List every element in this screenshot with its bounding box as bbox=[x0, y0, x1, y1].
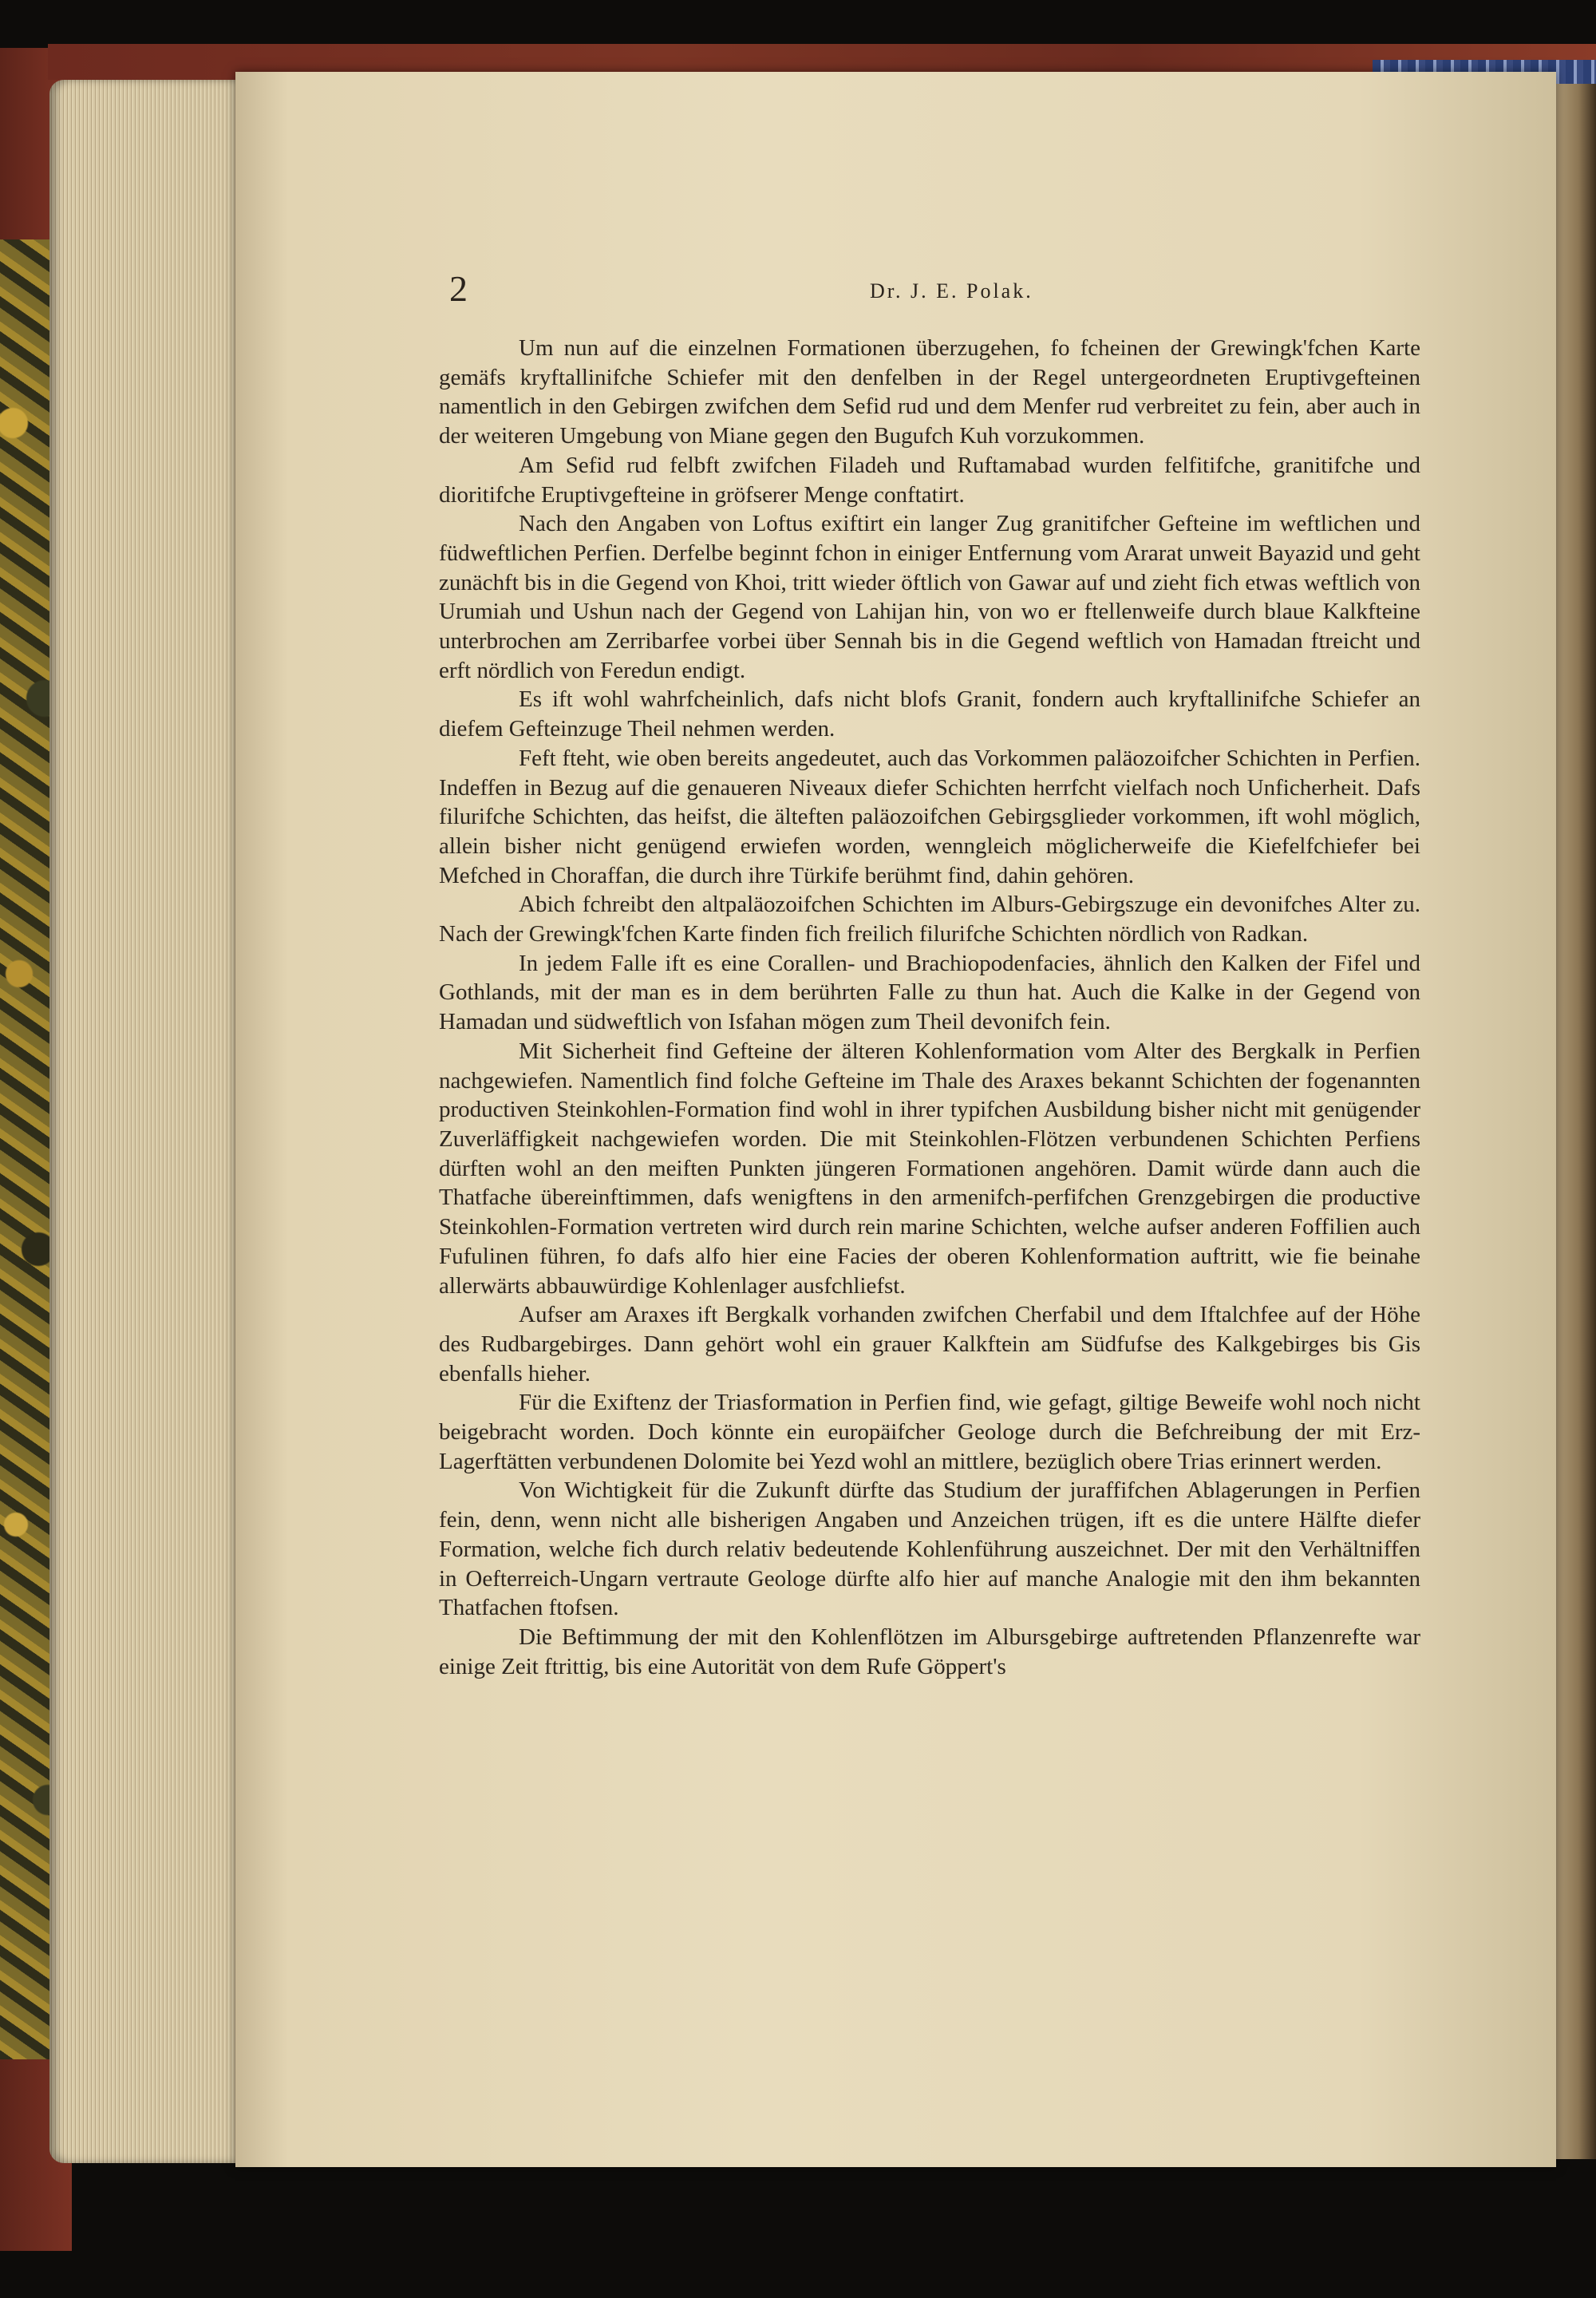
paragraph: Für die Exiftenz der Triasformation in Perfien find, wie gefagt, giltige Beweife wohl noch nicht beigebracht worden. Doch könnte ein europäifcher Geologe durch die Befchreibung der mit Erz-Lagerftätten verbundenen Dolomite bei Yezd wohl an mittlere, bezüglich obere Trias erinnert werden. bbox=[439, 1390, 1420, 1474]
paragraph: Abich fchreibt den altpaläozoifchen Schichten im Alburs-Gebirgszuge ein devonifches Alter zu. Nach der Grewingk'fchen Karte finden fich freilich filurifche Schichten nördlich von Radkan. bbox=[439, 892, 1420, 947]
paragraph: Um nun auf die einzelnen Formationen überzugehen, fo fcheinen der Grewingk'fchen Karte gemäfs kryftallinifche Schiefer mit den denfelben in der Regel untergeordneten Eruptivgefteinen namentlich in den Gebirgen zwifchen dem Sefid rud und dem Menfer rud verbreitet zu fein, aber auch in der weiteren Umgebung von Miane gegen den Bugufch Kuh vorzukommen. bbox=[439, 335, 1420, 449]
paragraph: Von Wichtigkeit für die Zukunft dürfte das Studium der juraffifchen Ablagerungen in Perfien fein, denn, wenn nicht alle bisherigen Angaben und Anzeichen trügen, ift es die untere Hälfte diefer Formation, welche fich durch relativ bedeutende Kohlenführung auszeichnet. Der mit den Verhältniffen in Oefterreich-Ungarn vertraute Geologe dürfte alfo hier auf manche Analogie mit den ihm bekannten Thatfachen ftofsen. bbox=[439, 1477, 1420, 1621]
page-number: 2 bbox=[449, 268, 468, 309]
paragraph: Feft fteht, wie oben bereits angedeutet, auch das Vorkommen paläozoifcher Schichten in Perfien. Indeffen in Bezug auf die genaueren Niveaux diefer Schichten herrfcht vielfach noch Unficherheit. Dafs filurifche Schichten, das heifst, die älteften paläozoifchen Gebirgsglieder vorkommen, ift wohl möglich, allein bisher nicht genügend erwiefen worden, wenngleich möglicherweife die Kiefelfchiefer bei Mefched in Choraffan, die durch ihre Türkife berühmt find, dahin gehören. bbox=[439, 745, 1420, 888]
paragraph: Am Sefid rud felbft zwifchen Filadeh und Ruftamabad wurden felfitifche, granitifche und dioritifche Eruptivgefteine in gröfserer Menge conftatirt. bbox=[439, 452, 1420, 508]
body-text bbox=[439, 334, 1420, 1681]
page-edges bbox=[49, 80, 241, 2163]
paragraph: Die Beftimmung der mit den Kohlenflötzen im Albursgebirge auftretenden Pflanzenrefte war einige Zeit ftrittig, bis eine Autorität von dem Rufe Göppert's bbox=[439, 1624, 1420, 1679]
page-gutter bbox=[1552, 84, 1596, 2159]
paragraph: Aufser am Araxes ift Bergkalk vorhanden zwifchen Cherfabil und dem Iftalchfee auf der Höhe des Rudbargebirges. Dann gehört wohl ein grauer Kalkftein am Südfufse des Kalkgebirges bis Gis ebenfalls hieher. bbox=[439, 1302, 1420, 1386]
paragraph: Mit Sicherheit find Gefteine der älteren Kohlenformation vom Alter des Bergkalk in Perfien nachgewiefen. Namentlich find folche Gefteine im Thale des Araxes bekannt Schichten der fogenannten productiven Steinkohlen-Formation find wohl in ihrer typifchen Ausbildung bisher nicht mit genügender Zuverläffigkeit nachgewiefen worden. Die mit Steinkohlen-Flötzen verbundenen Schichten Perfiens dürften wohl an den meiften Punkten jüngeren Formationen angehören. Damit würde dann auch die Thatfache übereinftimmen, dafs wenigftens in den armenifch-perfifchen Grenzgebirgen die productive Steinkohlen-Formation vertreten wird durch rein marine Schichten, welche aufser anderen Foffilien auch Fufulinen führen, fo dafs alfo hier eine Facies der oberen Kohlenformation auftritt, wie fie beinahe allerwärts abbauwürdige Kohlenlager ausfchliefst. bbox=[439, 1038, 1420, 1299]
paragraph: Nach den Angaben von Loftus exiftirt ein langer Zug granitifcher Gefteine im weftlichen und füdweftlichen Perfien. Derfelbe beginnt fchon in einiger Entfernung vom Ararat unweit Bayazid und geht zunächft bis in die Gegend von Khoi, tritt wieder öftlich von Gawar auf und zieht fich etwas weftlich von Urumiah und Ushun nach der Gegend von Lahijan hin, von wo er ftellenweife durch blaue Kalkfteine unterbrochen am Zerribarfee vorbei über Sennah bis in die Gegend weftlich von Hamadan ftreicht und erft nördlich von Feredun endigt. bbox=[439, 511, 1420, 683]
paragraph: In jedem Falle ift es eine Corallen- und Brachiopodenfacies, ähnlich den Kalken der Fifel und Gothlands, mit der man es in dem berührten Falle zu thun hat. Auch die Kalke in der Gegend von Hamadan und südweftlich von Isfahan mögen zum Theil devonifch fein. bbox=[439, 950, 1420, 1035]
paragraph: Es ift wohl wahrfcheinlich, dafs nicht blofs Granit, fondern auch kryftallinifche Schiefer an diefem Gefteinzuge Theil nehmen werden. bbox=[439, 686, 1420, 742]
running-head-author: Dr. J. E. Polak. bbox=[870, 279, 1033, 303]
